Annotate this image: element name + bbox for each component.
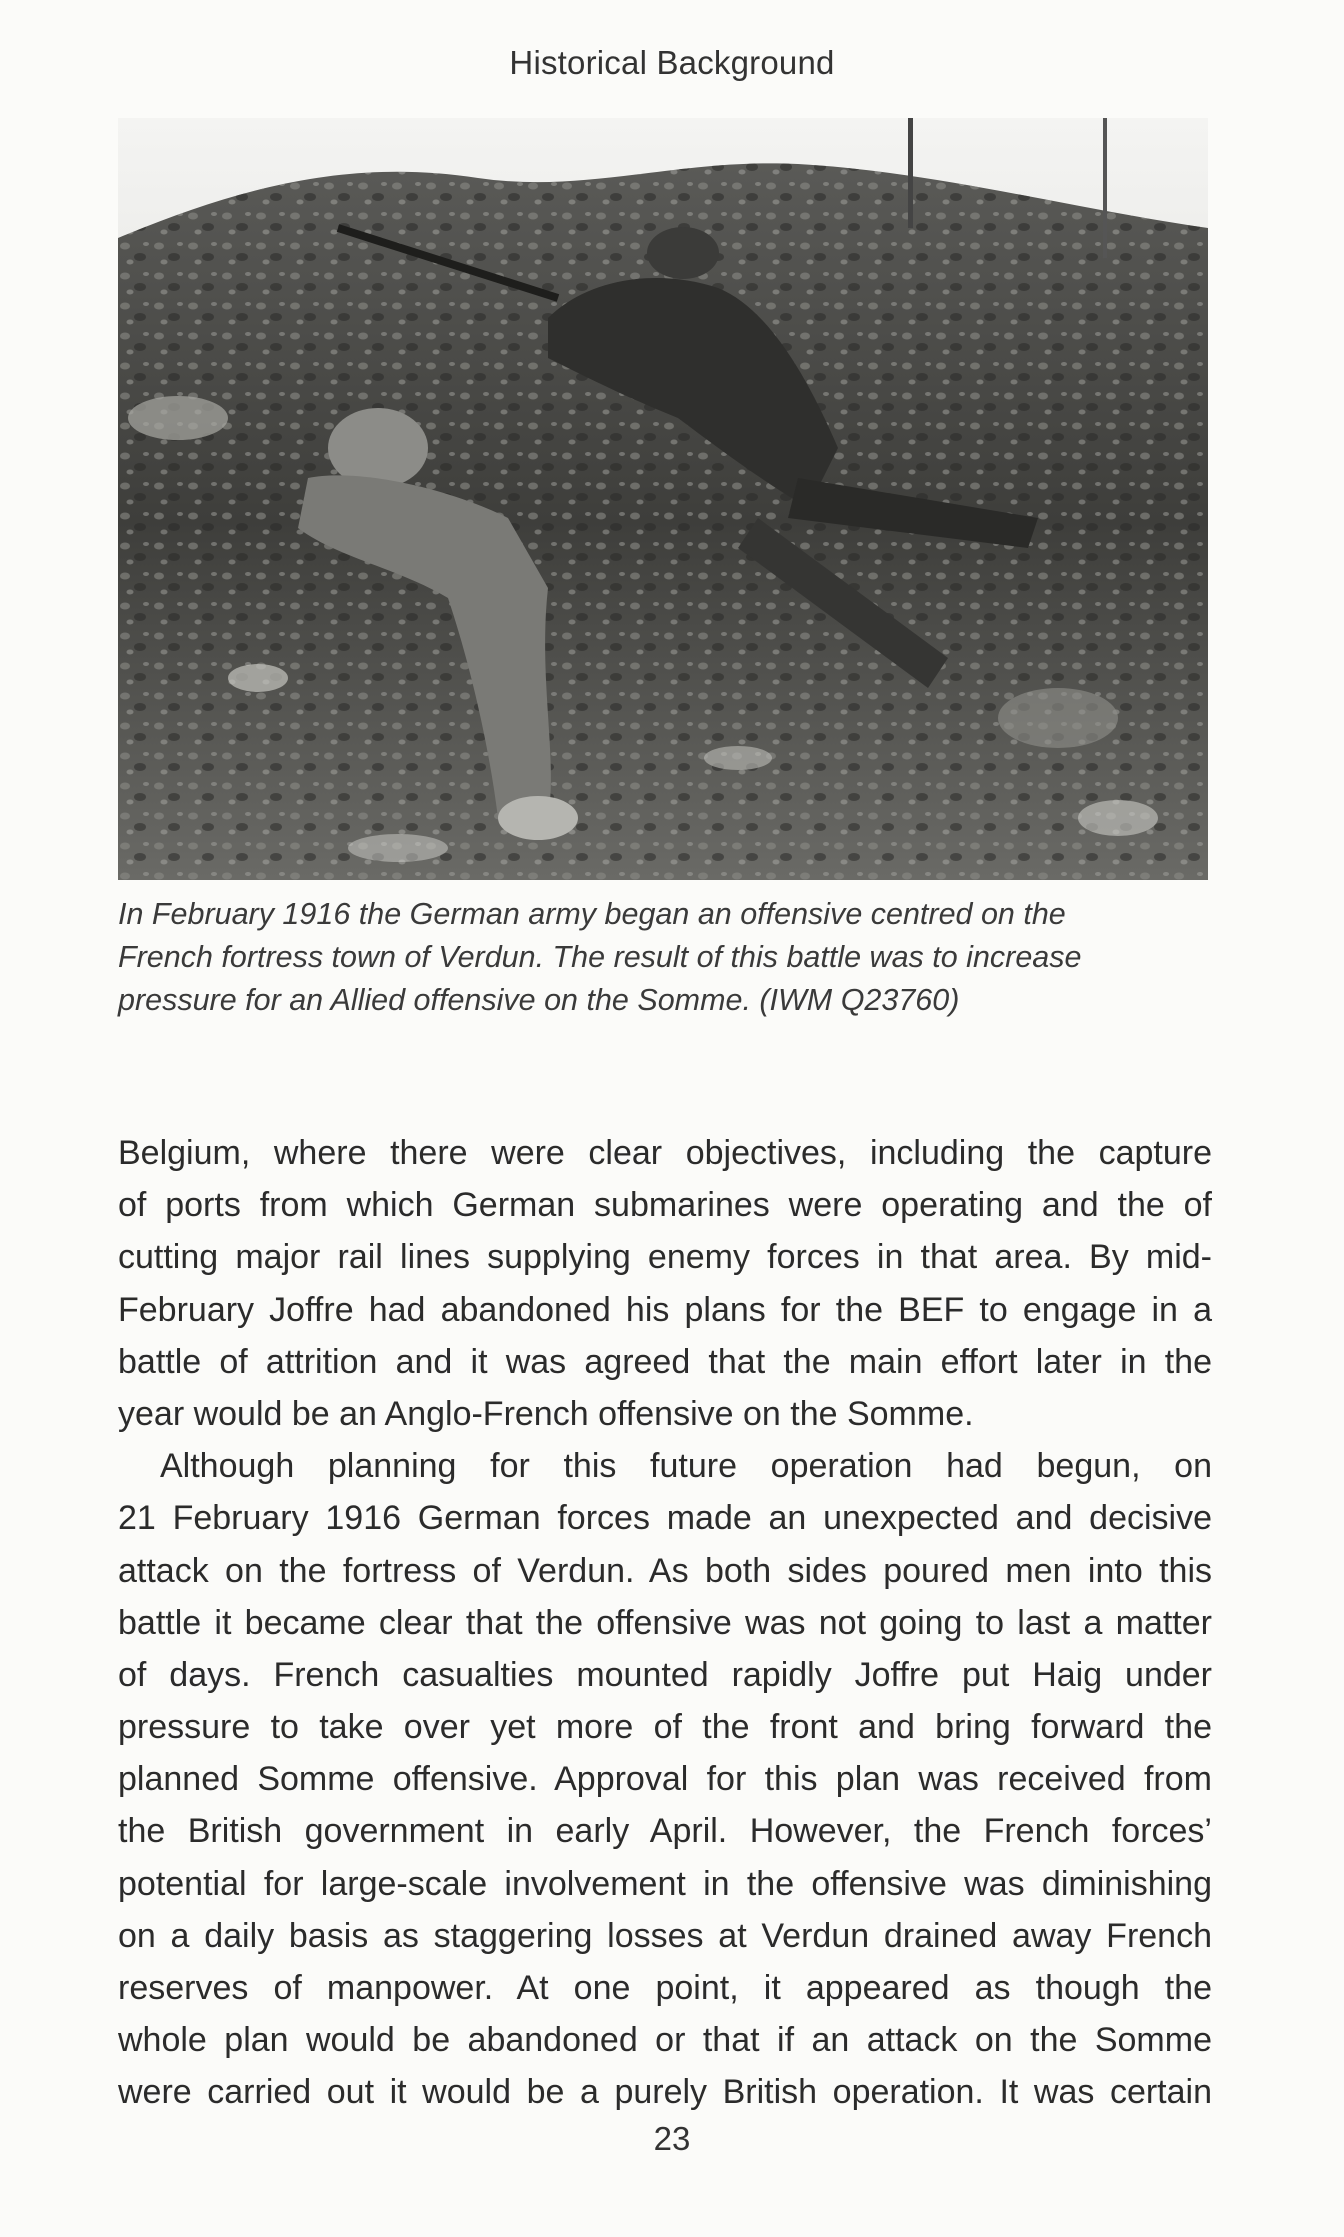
- paragraph-2-line: whole plan would be abandoned or that if an attack on the Somme: [118, 2021, 1212, 2060]
- paragraph-2-line: the British government in early April. However, the French forces’: [118, 1812, 1212, 1851]
- body-text: [118, 1127, 1212, 2119]
- paragraph-2-line: Although planning for this future operation had begun, on: [160, 1447, 1212, 1486]
- paragraph-2-line: were carried out it would be a purely British operation. It was certain: [118, 2073, 1212, 2112]
- paragraph-1-line: Belgium, where there were clear objectives, including the capture: [118, 1134, 1212, 1172]
- paragraph-2-line: potential for large-scale involvement in the offensive was diminishing: [118, 1864, 1212, 1903]
- caption-line: pressure for an Allied offensive on the Somme. (IWM Q23760): [118, 983, 960, 1017]
- paragraph-1-line: battle of attrition and it was agreed that the main effort later in the: [118, 1342, 1212, 1381]
- paragraph-2-line: 21 February 1916 German forces made an unexpected and decisive: [118, 1499, 1212, 1538]
- caption-line: In February 1916 the German army began an offensive centred on the: [118, 897, 1066, 931]
- figure-caption: [118, 893, 1218, 1022]
- paragraph-1-line: cutting major rail lines supplying enemy forces in that area. By mid-: [118, 1238, 1212, 1277]
- paragraph-2-line: of days. French casualties mounted rapidly Joffre put Haig under: [118, 1655, 1212, 1694]
- paragraph-1-line: of ports from which German submarines were operating and the of: [118, 1186, 1212, 1225]
- paragraph-2-line: pressure to take over yet more of the front and bring forward the: [118, 1708, 1212, 1747]
- paragraph-2-line: attack on the fortress of Verdun. As both sides poured men into this: [118, 1551, 1212, 1590]
- historical-photograph: [118, 118, 1208, 880]
- photo-image-icon: [118, 118, 1208, 880]
- paragraph-2-line: planned Somme offensive. Approval for this plan was received from: [118, 1760, 1212, 1799]
- paragraph-1-line: February Joffre had abandoned his plans for the BEF to engage in a: [118, 1290, 1212, 1329]
- paragraph-2-line: battle it became clear that the offensive was not going to last a matter: [118, 1603, 1212, 1642]
- running-head: Historical Background: [509, 44, 835, 81]
- paragraph-1-line: year would be an Anglo-French offensive on the Somme.: [118, 1394, 974, 1433]
- paragraph-2-line: reserves of manpower. At one point, it appeared as though the: [118, 1969, 1212, 2007]
- paragraph-2-line: on a daily basis as staggering losses at Verdun drained away French: [118, 1916, 1212, 1955]
- page-number: 23: [653, 2120, 691, 2157]
- caption-line: French fortress town of Verdun. The result of this battle was to increase: [118, 940, 1082, 974]
